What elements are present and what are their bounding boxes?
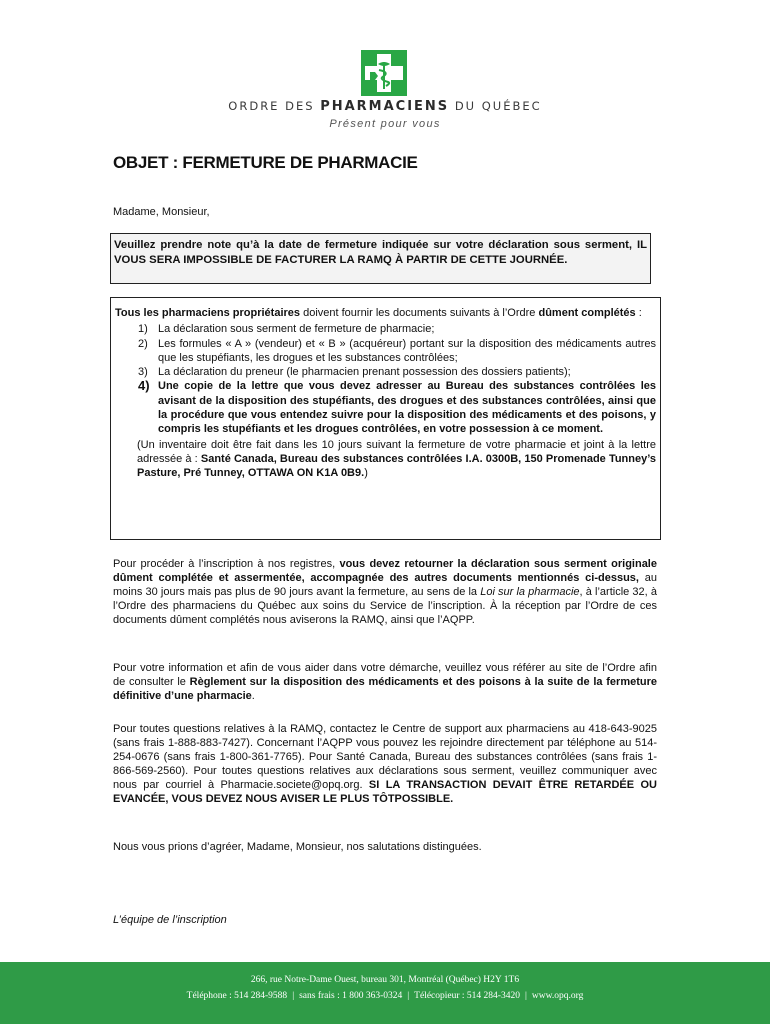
footer-phone: Téléphone : 514 284-9588 <box>186 991 288 1001</box>
list-item: 4) Une copie de la lettre que vous devez adresser au Bureau des substances contrôlées les avisant de la disposition des stupéfiants, des drogues et des substances contrôlées, ainsi que la procédure que vous entendez suivre pour la disposition des médicaments et des poisons, y compris les stupéfiants et les drogues contrôlées, en votre possession à ce moment. <box>138 378 656 436</box>
list-item: 3) La déclaration du preneur (le pharmacien prenant possession des dossiers patients); <box>138 366 571 379</box>
information-paragraph: Pour votre information et afin de vous aider dans votre démarche, veuillez vous référer au site de l’Ordre afin de consulter le Règlement sur la disposition des médicaments et des poisons à la suite de la fermeture définitive d’une pharmacie. <box>113 662 657 702</box>
footer-website-link[interactable]: www.opq.org <box>531 991 584 1001</box>
signature: L’équipe de l’inscription <box>113 914 227 926</box>
documents-list <box>115 322 656 436</box>
tagline: Présent pour vous <box>329 118 441 130</box>
footer-tollfree: sans frais : 1 800 363-0324 <box>299 991 403 1001</box>
org-name-suffix: DU QUÉBEC <box>454 99 542 113</box>
footer-fax: Télécopieur : 514 284-3420 <box>414 991 520 1001</box>
documents-intro: Tous les pharmaciens propriétaires doivent fournir les documents suivants à l’Ordre dûment complétés : <box>115 307 642 319</box>
list-item: 2) Les formules « A » (vendeur) et « B » (acquéreur) portant sur la disposition des médicaments autres que les stupéfiants, les drogues et les substances contrôlées; <box>138 337 656 364</box>
footer-bar <box>0 962 770 1024</box>
notice-box: Veuillez prendre note qu’à la date de fermeture indiquée sur votre déclaration sous serment, IL VOUS SERA IMPOSSIBLE DE FACTURER LA RAMQ À PARTIR DE CETTE JOURNÉE. <box>110 233 651 284</box>
letter-subject: OBJET : FERMETURE DE PHARMACIE <box>113 153 418 172</box>
inventory-note: (Un inventaire doit être fait dans les 10 jours suivant la fermeture de votre pharmacie et joint à la lettre adressée à : Santé Canada, Bureau des substances contrôlées I.A. 0300B, 150 Promenade Tunney’s Pasture, Pré Tunney, OTTAWA ON K1A 0B9.) <box>137 438 656 480</box>
org-name-prefix: ORDRE DES <box>228 99 315 113</box>
footer-address: 266, rue Notre-Dame Ouest, bureau 301, Montréal (Québec) H2Y 1T6 <box>250 975 520 985</box>
salutation: Madame, Monsieur, <box>113 206 210 218</box>
contacts-paragraph: Pour toutes questions relatives à la RAMQ, contactez le Centre de support aux pharmaciens au 418-643-9025 (sans frais 1-888-883-7427). Concernant l’AQPP vous pouvez les rejoindre directement par téléphone au 514-254-0676 (sans frais 1-800-361-7765). Pour Santé Canada, Bureau des substances contrôlées (sans frais 1-866-569-2560). Pour toutes questions relatives aux déclarations sous serment, veuillez communiquer avec nous par courriel à Pharmacie.societe@opq.org. SI LA TRANSACTION DEVAIT ÊTRE RETARDÉE OU EVANCÉE, VOUS DEVEZ NOUS AVISER LE PLUS TÔTPOSSIBLE. <box>113 723 657 805</box>
green-cross-caduceus-logo <box>361 50 407 96</box>
logo-icon <box>361 50 407 96</box>
org-name-main: PHARMACIENS <box>320 99 450 114</box>
list-item: 1) La déclaration sous serment de fermeture de pharmacie; <box>138 323 435 336</box>
footer-contacts: Téléphone : 514 284-9588 | sans frais : 1 800 363-0324 | Télécopieur : 514 284-3420 | www.opq.org <box>186 991 584 1001</box>
required-documents-box <box>110 297 661 540</box>
closing-paragraph: Nous vous prions d’agréer, Madame, Monsieur, nos salutations distinguées. <box>113 841 482 853</box>
organization-name <box>0 99 770 114</box>
registration-paragraph: Pour procéder à l’inscription à nos registres, vous devez retourner la déclaration sous serment originale dûment complétée et assermentée, accompagnée des autres documents mentionnés ci-dessus, au moins 30 jours mais pas plus de 90 jours avant la fermeture, au sens de la Loi sur la pharmacie, à l’article 32, à l’Ordre des pharmaciens du Québec aux soins du Service de l’inscription. À la réception par l’Ordre de ces documents dûment complétés nous aviserons la RAMQ, ainsi que l’AQPP. <box>113 558 658 626</box>
